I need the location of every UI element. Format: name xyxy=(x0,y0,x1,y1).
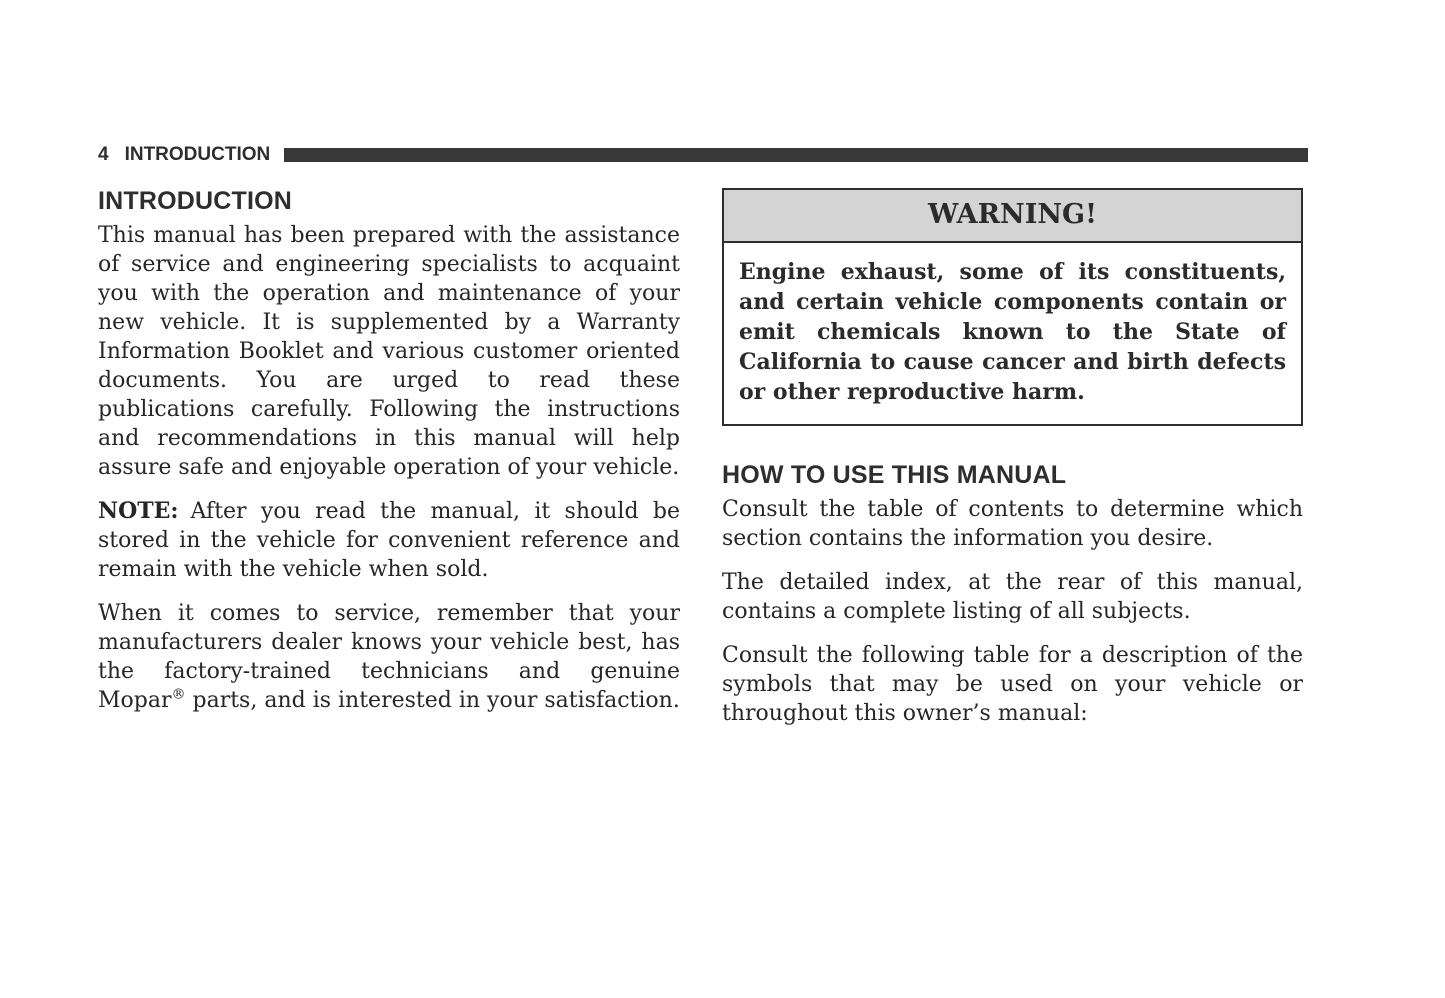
note-label: NOTE: xyxy=(98,498,179,524)
running-header xyxy=(98,144,1308,166)
header-rule xyxy=(284,148,1308,162)
warning-box-text: Engine exhaust, some of its constituents, and certain vehicle components contain or emit chemicals known to the State of California to cause cancer and birth defects or other reproductive harm. xyxy=(739,259,1286,405)
how-to-use-paragraph-3: Consult the following table for a description of the symbols that may be used on your vehicle or throughout this owner’s manual: xyxy=(722,643,1303,726)
warning-box-title: WARNING! xyxy=(724,190,1301,243)
warning-box xyxy=(722,188,1303,426)
service-paragraph xyxy=(98,599,680,715)
service-paragraph-text-end: parts, and is interested in your satisfaction. xyxy=(185,688,680,713)
page-number: 4 xyxy=(98,144,109,165)
note-paragraph xyxy=(98,497,680,584)
how-to-use-paragraph-2: The detailed index, at the rear of this manual, contains a complete listing of all subjects. xyxy=(722,570,1303,624)
section-heading-how-to-use: HOW TO USE THIS MANUAL xyxy=(722,461,1067,489)
note-text: After you read the manual, it should be stored in the vehicle for convenient reference and remain with the vehicle when sold. xyxy=(98,499,680,582)
left-column xyxy=(98,188,680,730)
service-paragraph-text: When it comes to service, remember that your manufacturers dealer knows your vehicle best, has the factory-trained technicians and genuine Mopar xyxy=(98,601,680,713)
registered-trademark-mark: ® xyxy=(171,686,186,703)
right-column xyxy=(722,188,1303,743)
intro-paragraph: This manual has been prepared with the assistance of service and engineering specialists to acquaint you with the operation and maintenance of your new vehicle. It is supplemented by a Warranty Information Booklet and various customer oriented documents. You are urged to read these publications carefully. Following the instructions and recommendations in this manual will help assure safe and enjoyable operation of your vehicle. xyxy=(98,223,680,480)
section-heading-introduction: INTRODUCTION xyxy=(98,187,293,215)
how-to-use-paragraph-1: Consult the table of contents to determine which section contains the information you desire. xyxy=(722,497,1303,551)
header-section-title: INTRODUCTION xyxy=(124,144,271,165)
